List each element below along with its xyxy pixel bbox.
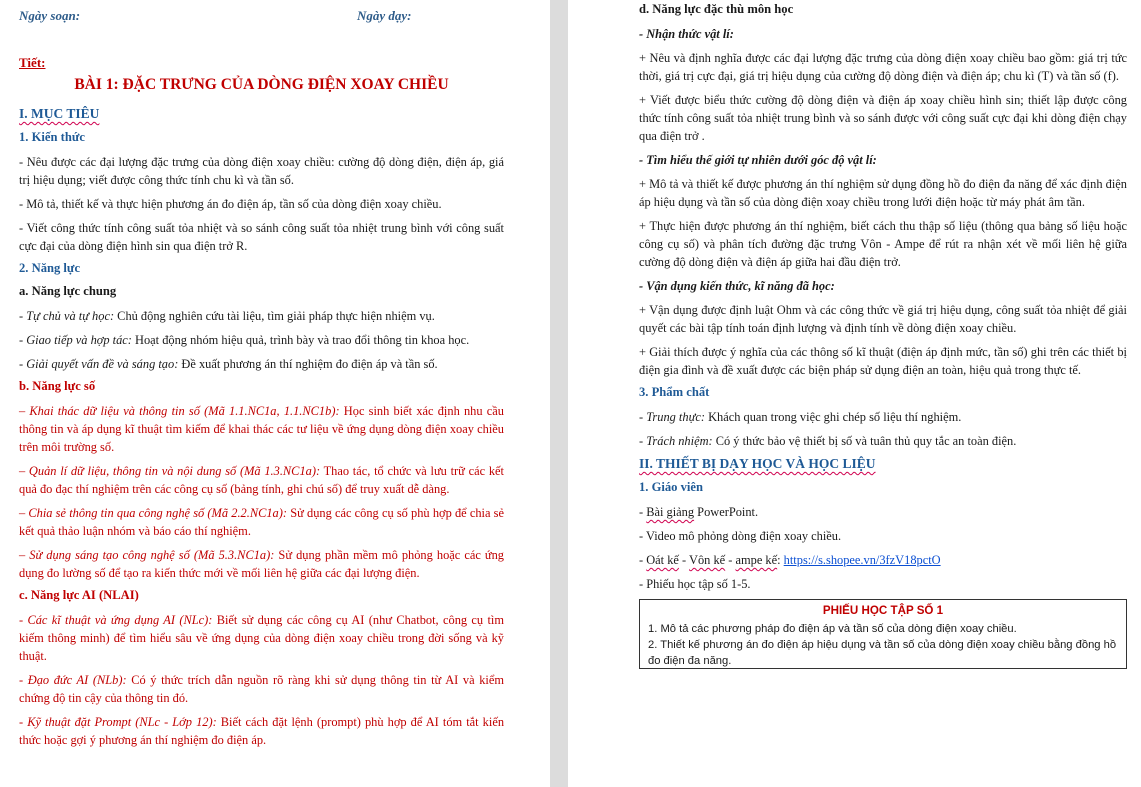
- qualities-heading: 3. Phẩm chất: [639, 385, 710, 399]
- worksheet-card-title: PHIẾU HỌC TẬP SỐ 1: [822, 604, 944, 617]
- knowledge-item: - Mô tả, thiết kế và thực hiện phương án đo điện áp, tần số của dòng điện xoay chiều.: [19, 197, 442, 211]
- qualities-item: - Trung thực: Khách quan trong việc ghi chép số liệu thí nghiệm.: [639, 410, 962, 424]
- teacher-heading: 1. Giáo viên: [639, 480, 704, 494]
- apply-item: + Vận dụng được định luật Ohm và các công thức về giá trị hiệu dụng, công suất tỏa nhiệt để giải quyết các bài tập tính toán định lượng và định tính về dòng điện xoay chiều.: [639, 303, 1127, 335]
- digital-ability-item: – Sử dụng sáng tạo công nghệ số (Mã 5.3.NC1a): Sử dụng phần mềm mô phỏng hoặc các ứng dụng đo lường số để tạo ra kiến thức mới về mối liên hệ giữa các đại lượng điện.: [19, 548, 505, 580]
- lesson-period-label: Tiết:: [19, 55, 46, 70]
- explore-item: + Thực hiện được phương án thí nghiệm, biết cách thu thập số liệu (thông qua bảng số liệu hoặc công cụ số) và phân tích đường đặc trưng Vôn - Ampe để rút ra nhận xét về mối liên hệ giữa cường độ dòng điện và điện áp giữa hai đầu điện trở.: [639, 219, 1127, 269]
- worksheet-card-item: 2. Thiết kế phương án đo điện áp hiệu dụng và tần số của dòng điện xoay chiều bằng đồng hồ đo điện đa năng.: [648, 639, 1117, 667]
- general-ability-heading: a. Năng lực chung: [19, 284, 117, 298]
- document-page-left: [0, 0, 550, 787]
- apply-heading: - Vận dụng kiến thức, kĩ năng đã học:: [639, 279, 835, 293]
- general-ability-item: - Tự chủ và tự học: Chủ động nghiên cứu tài liệu, tìm giải pháp thực hiện nhiệm vụ.: [19, 309, 435, 323]
- lesson-title: BÀI 1: ĐẶC TRƯNG CỦA DÒNG ĐIỆN XOAY CHIỀU: [74, 76, 449, 93]
- ai-ability-heading: c. Năng lực AI (NLAI): [19, 588, 139, 602]
- cognition-heading: - Nhận thức vật lí:: [639, 27, 734, 41]
- ai-ability-item: - Kỹ thuật đặt Prompt (NLc - Lớp 12): Biết cách đặt lệnh (prompt) phù hợp để AI tóm tắt kiến thức hoặc gợi ý phương án thí nghiệm đo điện áp.: [19, 715, 505, 747]
- teach-date-label: Ngày dạy:: [357, 8, 412, 23]
- digital-ability-item: – Khai thác dữ liệu và thông tin số (Mã 1.1.NC1a, 1.1.NC1b): Học sinh biết xác định nhu cầu thông tin và áp dụng kĩ thuật tìm kiếm để khai thác các tư liệu về ứng dụng dòng điện xoay chiều trên môi trường số.: [19, 404, 504, 454]
- teacher-item-slides: - Bài giảng PowerPoint.: [639, 505, 759, 519]
- teacher-item-meters: - Oát kế - Vôn kế - ampe kế: https://s.shopee.vn/3fzV18pctO: [639, 553, 941, 567]
- specific-ability-heading: d. Năng lực đặc thù môn học: [639, 2, 794, 16]
- digital-ability-item: – Quản lí dữ liệu, thông tin và nội dung số (Mã 1.3.NC1a): Thao tác, tổ chức và lưu trữ các kết quả đo đạc thí nghiệm trên các công cụ số (bảng tính, ghi chú số) để truy xuất dễ dàng.: [19, 464, 504, 496]
- shopee-link[interactable]: https://s.shopee.vn/3fzV18pctO: [783, 553, 941, 567]
- teacher-item-video: - Video mô phỏng dòng điện xoay chiều.: [639, 529, 842, 543]
- apply-item: + Giải thích được ý nghĩa của các thông số kĩ thuật (điện áp định mức, tần số) ghi trên các thiết bị điện gia đình và đề xuất được các biện pháp sử dụng điện an toàn, hiệu quả trong thực tế.: [639, 345, 1127, 377]
- explore-heading: - Tìm hiểu thế giới tự nhiên dưới góc độ vật lí:: [639, 153, 877, 167]
- cognition-item: + Nêu và định nghĩa được các đại lượng đặc trưng của dòng điện xoay chiều bao gồm: giá trị tức thời, giá trị cực đại, giá trị hiệu dụng của cường độ dòng điện và điện áp; chu kì (T) và tần số (f).: [639, 51, 1127, 83]
- knowledge-item: - Nêu được các đại lượng đặc trưng của dòng điện xoay chiều: cường độ dòng điện, điện áp, giá trị hiệu dụng; viết được công thức tính chu kì và tần số.: [19, 155, 504, 187]
- section-objectives-heading: I. MỤC TIÊU: [19, 106, 100, 121]
- knowledge-item: - Viết công thức tính công suất tỏa nhiệt và so sánh công suất tỏa nhiệt trung bình với công suất cực đại của dòng điện hình sin qua điện trở R.: [19, 221, 504, 253]
- teacher-item-worksheets: - Phiếu học tập số 1-5.: [639, 577, 751, 591]
- explore-item: + Mô tả và thiết kế được phương án thí nghiệm sử dụng đồng hồ đo điện đa năng để xác định điện áp hiệu dụng và tần số của dòng điện xoay chiều trong lưới điện hoặc từ máy phát âm tần.: [639, 177, 1127, 209]
- document-page-right: [568, 0, 1141, 787]
- digital-ability-heading: b. Năng lực số: [19, 379, 96, 393]
- ability-heading: 2. Năng lực: [19, 261, 81, 275]
- knowledge-heading: 1. Kiến thức: [19, 130, 85, 144]
- worksheet-card: [639, 599, 1127, 669]
- section-equipment-heading: II. THIẾT BỊ DẠY HỌC VÀ HỌC LIỆU: [639, 456, 876, 471]
- worksheet-card-item: 1. Mô tả các phương pháp đo điện áp và tần số của dòng điện xoay chiều.: [648, 623, 1017, 635]
- prep-date-label: Ngày soạn:: [19, 8, 81, 23]
- ai-ability-item: - Đạo đức AI (NLb): Có ý thức trích dẫn nguồn rõ ràng khi sử dụng thông tin từ AI và kiểm chứng độ tin cậy của thông tin đó.: [19, 673, 504, 705]
- digital-ability-item: – Chia sẻ thông tin qua công nghệ số (Mã 2.2.NC1a): Sử dụng các công cụ số phù hợp để chia sẻ kết quả thảo luận nhóm và báo cáo thí nghiệm.: [19, 506, 504, 538]
- page-header: [19, 0, 504, 30]
- cognition-item: + Viết được biểu thức cường độ dòng điện và điện áp xoay chiều hình sin; thiết lập được công thức tính công suất tỏa nhiệt trung bình và so sánh được với công suất cực đại khi dòng điện chạy qua điện trở .: [639, 93, 1127, 143]
- general-ability-item: - Giải quyết vấn đề và sáng tạo: Đề xuất phương án thí nghiệm đo điện áp và tần số.: [19, 357, 438, 371]
- qualities-item: - Trách nhiệm: Có ý thức bảo vệ thiết bị số và tuân thủ quy tắc an toàn điện.: [639, 434, 1017, 448]
- general-ability-item: - Giao tiếp và hợp tác: Hoạt động nhóm hiệu quả, trình bày và trao đổi thông tin khoa học.: [19, 333, 470, 347]
- ai-ability-item: - Các kĩ thuật và ứng dụng AI (NLc): Biết sử dụng các công cụ AI (như Chatbot, công cụ tìm kiếm thông minh) để tìm hiểu sâu về ứng dụng của dòng điện xoay chiều trong đời sống và kỹ thuật.: [19, 613, 504, 663]
